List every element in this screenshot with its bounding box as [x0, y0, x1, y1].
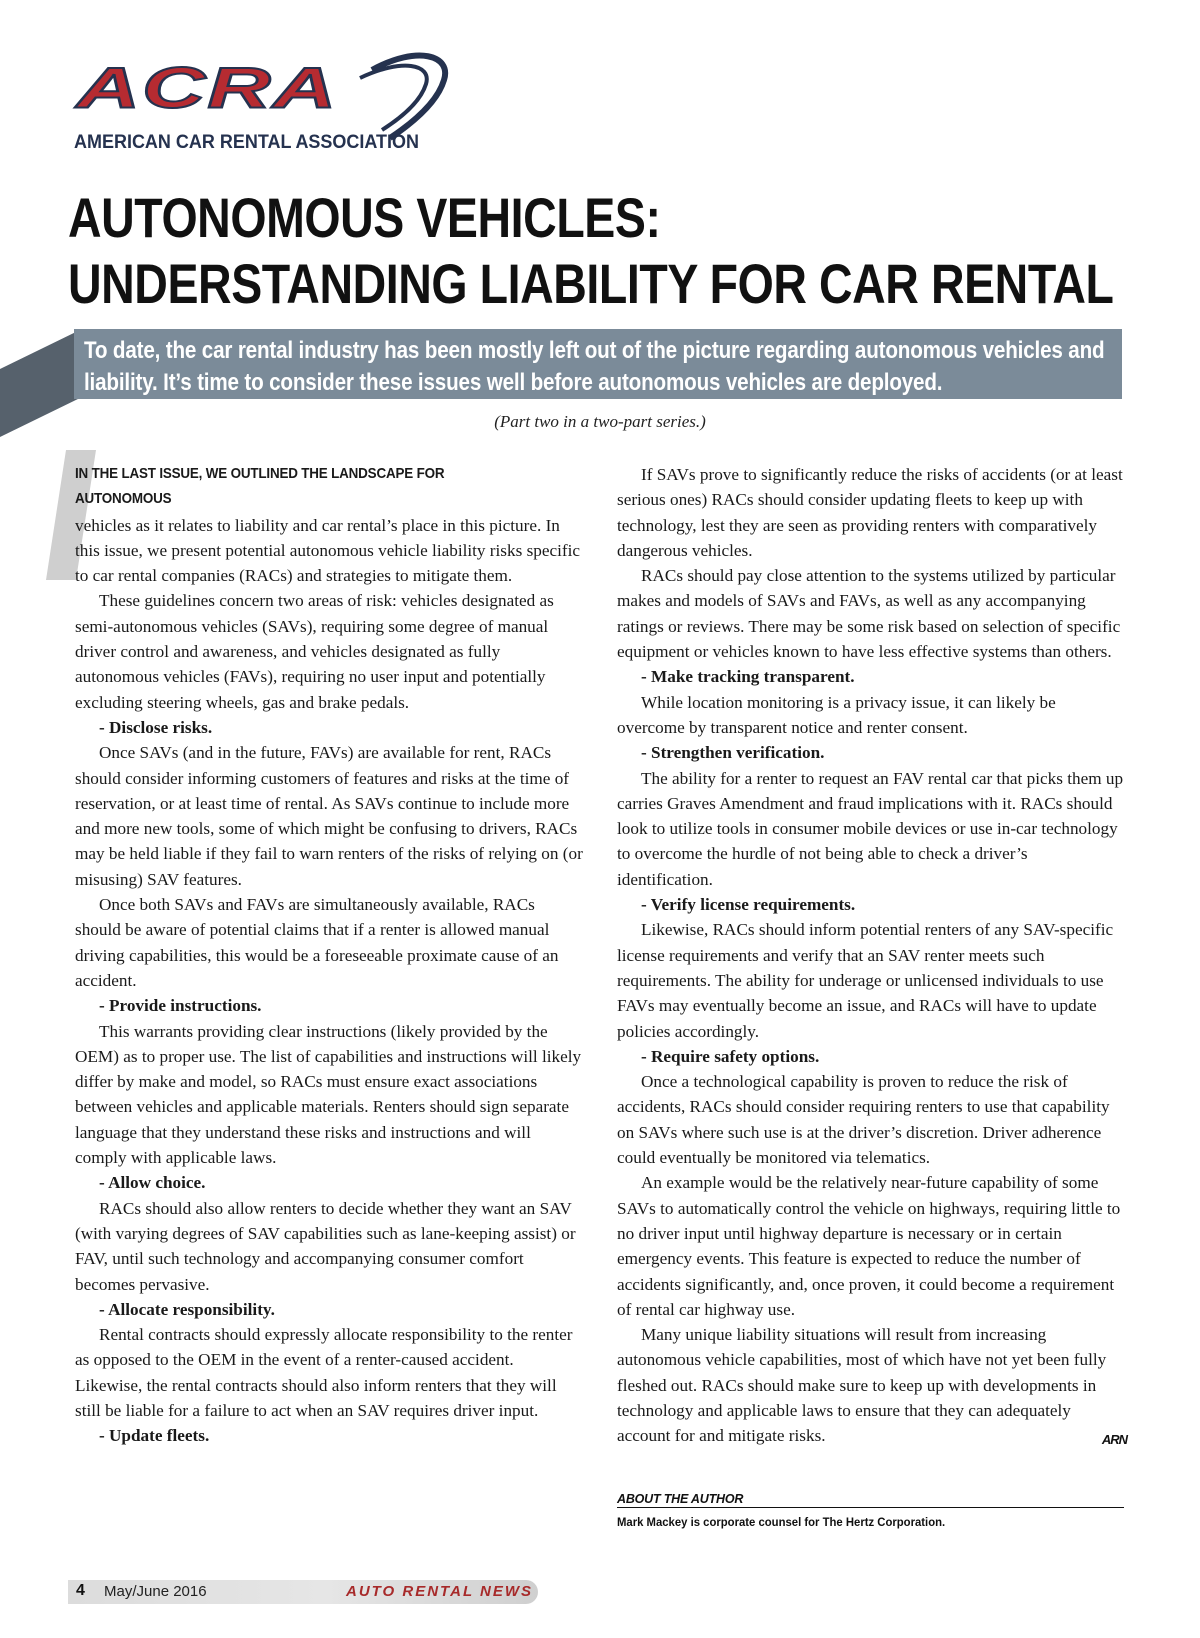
paragraph: [75, 462, 583, 588]
subhead-allow-choice: - Allow choice.: [99, 1173, 206, 1193]
paragraph: RACs should also allow renters to decide whether they want an SAV (with varying degrees of SAV capabilities such as lane-keeping assist) or FAV, until such technology and accompanying consumer comfort becomes pervasive.: [75, 1198, 576, 1294]
article-title-line2: UNDERSTANDING LIABILITY FOR CAR RENTAL: [68, 252, 1114, 315]
paragraph: While location monitoring is a privacy issue, it can likely be overcome by transparent notice and renter consent.: [617, 692, 1056, 737]
article-title: [68, 185, 1114, 317]
acra-org-name: AMERICAN CAR RENTAL ASSOCIATION: [74, 132, 419, 153]
paragraph: Rental contracts should expressly allocate responsibility to the renter as opposed to the OEM in the event of a renter-caused accident. Likewise, the rental contracts should also inform renters that they will still be liable for a failure to act when an SAV requires driver input.: [75, 1325, 573, 1420]
lead-in-rest: vehicles as it relates to liability and car rental’s place in this picture. In this issue, we present potential autonomous vehicle liability risks specific to car rental companies (RACs) and strategies to mitigate them.: [75, 515, 581, 586]
about-text: Mark Mackey is corporate counsel for The Hertz Corporation.: [617, 1515, 946, 1529]
about-heading: ABOUT THE AUTHOR: [617, 1492, 1124, 1508]
paragraph: RACs should pay close attention to the systems utilized by particular makes and models of SAVs and FAVs, as well as any accompanying ratings or reviews. There may be some risk based on selection of specific equipment or vehicles known to have less effective systems than others.: [617, 566, 1121, 662]
publication-name: AUTO RENTAL NEWS: [346, 1583, 534, 1600]
paragraph: The ability for a renter to request an FAV rental car that picks them up carries Graves Amendment and fraud implications with it. RACs should look to utilize tools in consumer mobile devices or use in-car technology to overcome the hurdle of not being able to check a driver’s identification.: [617, 768, 1124, 889]
page-footer: [68, 1580, 538, 1604]
subhead-provide-instructions: - Provide instructions.: [99, 996, 262, 1016]
subhead-strengthen-verification: - Strengthen verification.: [641, 743, 825, 763]
acra-logo-graphic: [72, 50, 472, 160]
closing-paragraph-text: Many unique liability situations will result from increasing autonomous vehicle capabilities, most of which have not yet been fully fleshed out. RACs should make sure to keep up with developments in technology and applicable laws to ensure that they can adequately account for and mitigate risks.: [617, 1325, 1107, 1446]
left-column: [75, 462, 583, 1449]
series-note: (Part two in a two-part series.): [494, 412, 706, 431]
deck-text: To date, the car rental industry has been mostly left out of the picture regarding autonomous vehicles and liability. It’s time to consider these issues well before autonomous vehicles are deployed.: [84, 337, 1105, 396]
subhead-require-safety: - Require safety options.: [641, 1046, 820, 1066]
subhead-make-tracking-transparent: - Make tracking transparent.: [641, 667, 855, 687]
paragraph: Likewise, RACs should inform potential renters of any SAV-specific license requirements and verify that an SAV renter meets such requirements. The ability for underage or unlicensed individuals to use FAVs may eventually become an issue, and RACs will have to update policies accordingly.: [617, 920, 1114, 1041]
arn-end-mark: ARN: [1101, 1432, 1127, 1448]
paragraph: If SAVs prove to significantly reduce the risks of accidents (or at least serious ones) RACs should consider updating fleets to keep up with technology, lest they are seen as providing renters with comparatively dangerous vehicles.: [617, 465, 1123, 560]
subhead-verify-license: - Verify license requirements.: [641, 895, 856, 915]
paragraph: [617, 1322, 1127, 1448]
paragraph: An example would be the relatively near-future capability of some SAVs to automatically control the vehicle on highways, requiring little to no driver input until highway departure is necessary or in certain emergency events. This feature is expected to reduce the number of accidents significantly, and, once proven, it could become a requirement of rental car highway use.: [617, 1173, 1121, 1319]
acra-wordmark: ACRA: [76, 55, 339, 121]
about-the-author: [617, 1492, 1124, 1529]
lead-in-caps: IN THE LAST ISSUE, WE OUTLINED THE LANDSCAPE FOR AUTONOMOUS: [75, 466, 445, 508]
subhead-allocate-responsibility: - Allocate responsibility.: [99, 1299, 275, 1319]
paragraph: This warrants providing clear instructions (likely provided by the OEM) as to proper use. The list of capabilities and instructions will likely differ by make and model, so RACs must ensure exact associations between vehicles and applicable materials. Renters should sign separate language that they understand these risks and instructions and will comply with applicable laws.: [75, 1021, 582, 1168]
right-column: [617, 462, 1127, 1453]
subhead-update-fleets: - Update fleets.: [99, 1426, 210, 1446]
deck-banner: [74, 329, 1122, 399]
acra-logo: [72, 50, 472, 160]
paragraph: Once both SAVs and FAVs are simultaneously available, RACs should be aware of potential claims that if a renter is allowed manual driving capabilities, this would be a foreseeable proximate cause of an accident.: [75, 895, 559, 990]
article-title-line1: AUTONOMOUS VEHICLES:: [68, 186, 661, 249]
paragraph: These guidelines concern two areas of risk: vehicles designated as semi-autonomous vehicles (SAVs), requiring some degree of manual driver control and awareness, and vehicles designated as fully autonomous vehicles (FAVs), requiring no user input and potentially excluding steering wheels, gas and brake pedals.: [75, 591, 554, 712]
page-number: 4: [76, 1582, 85, 1599]
paragraph: Once a technological capability is proven to reduce the risk of accidents, RACs should consider requiring renters to use that capability on SAVs where such use is at the driver’s discretion. Driver adherence could eventually be monitored via telematics.: [617, 1072, 1110, 1168]
paragraph: Once SAVs (and in the future, FAVs) are available for rent, RACs should consider informing customers of features and risks at the time of reservation, or at least time of rental. As SAVs continue to include more and more new tools, some of which might be confusing to drivers, RACs may be held liable if they fail to warn renters of the risks of relying on (or misusing) SAV features.: [75, 743, 583, 889]
issue-date: May/June 2016: [104, 1583, 207, 1600]
subhead-disclose-risks: - Disclose risks.: [99, 717, 213, 737]
